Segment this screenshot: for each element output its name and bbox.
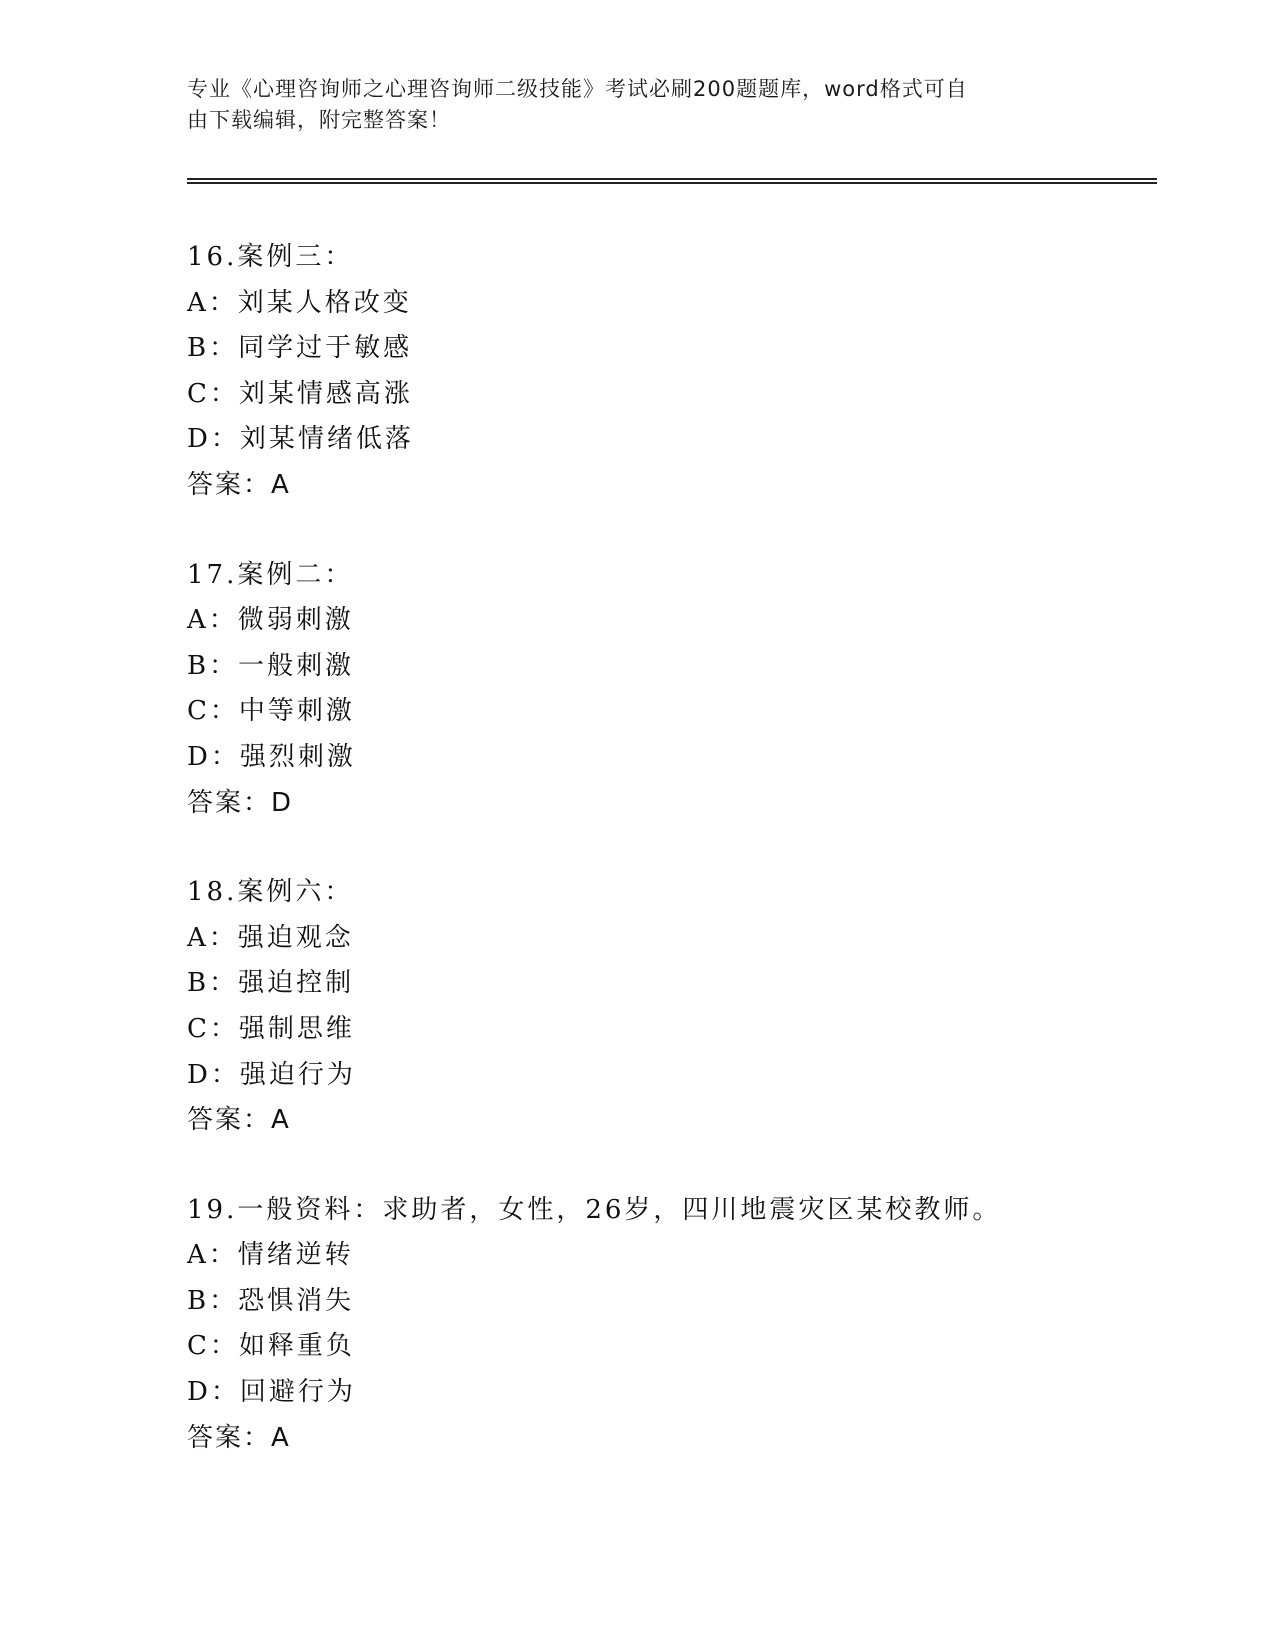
header-line-2: 由下载编辑，附完整答案！ bbox=[187, 108, 451, 132]
option-a: A：刘某人格改变 bbox=[187, 287, 412, 318]
option-d: D：回避行为 bbox=[187, 1377, 356, 1408]
option-c: C：强制思维 bbox=[187, 1013, 355, 1044]
question-title: 18.案例六： bbox=[187, 877, 354, 908]
option-a: A：情绪逆转 bbox=[187, 1240, 354, 1271]
option-c: C：中等刺激 bbox=[187, 696, 355, 727]
answer-line: 答案：A bbox=[187, 1105, 291, 1136]
question-list bbox=[187, 235, 1167, 1505]
header-line-1: 专业《心理咨询师之心理咨询师二级技能》考试必刷200题题库，word格式可自 bbox=[187, 77, 968, 101]
option-b: B：恐惧消失 bbox=[187, 1285, 355, 1316]
option-d: D：刘某情绪低落 bbox=[187, 424, 414, 455]
option-b: B：同学过于敏感 bbox=[187, 333, 413, 364]
question-17 bbox=[187, 553, 1167, 827]
answer-line: 答案：A bbox=[187, 469, 291, 500]
option-b: B：强迫控制 bbox=[187, 968, 355, 999]
option-a: A：微弱刺激 bbox=[187, 605, 354, 636]
header-divider bbox=[187, 178, 1157, 184]
question-16 bbox=[187, 235, 1167, 509]
question-18 bbox=[187, 870, 1167, 1144]
option-d: D：强迫行为 bbox=[187, 1059, 356, 1090]
option-a: A：强迫观念 bbox=[187, 922, 354, 953]
document-header bbox=[187, 74, 1067, 136]
question-title: 16.案例三： bbox=[187, 242, 354, 272]
option-c: C：刘某情感高涨 bbox=[187, 378, 413, 409]
answer-line: 答案：D bbox=[187, 787, 294, 818]
question-title: 17.案例二： bbox=[187, 559, 354, 590]
answer-line: 答案：A bbox=[187, 1422, 291, 1453]
question-19 bbox=[187, 1188, 1167, 1462]
question-title: 19.一般资料：求助者，女性，26岁，四川地震灾区某校教师。 bbox=[187, 1194, 1002, 1225]
option-d: D：强烈刺激 bbox=[187, 741, 356, 772]
option-c: C：如释重负 bbox=[187, 1331, 355, 1362]
option-b: B：一般刺激 bbox=[187, 650, 355, 681]
